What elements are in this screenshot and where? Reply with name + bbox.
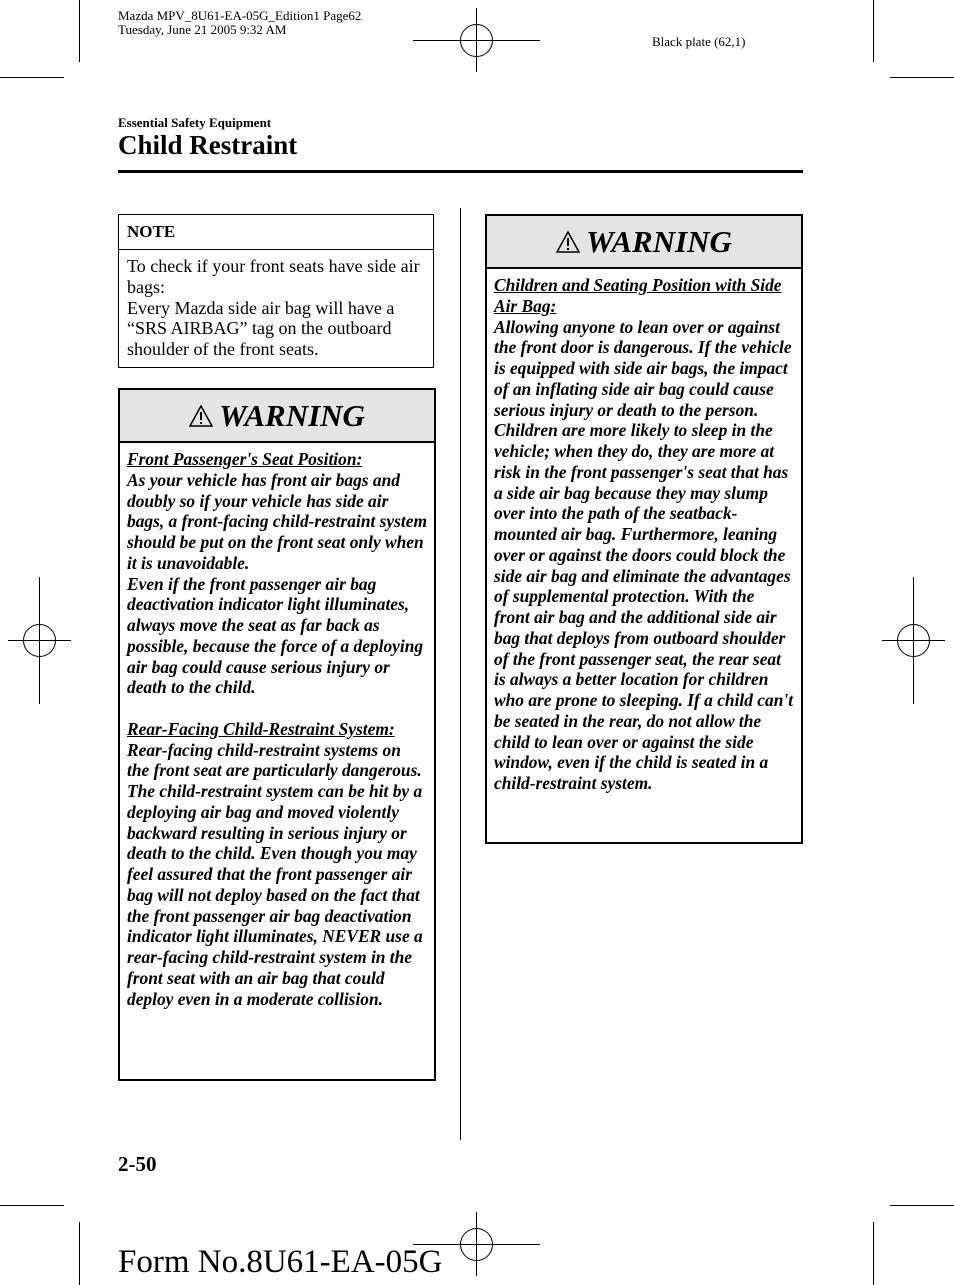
warning-body [487,269,801,800]
warning-header [487,216,801,269]
warning-body [120,443,434,1015]
doc-info-line-2: Tuesday, June 21 2005 9:32 AM [118,22,287,37]
warning-paragraph: Even if the front passenger air bag deactivation indicator light illuminates, always move the seat as far back as possible, because the force of a deploying air bag could cause serious injury or death to the child. [127,573,424,698]
doc-info-line-1: Mazda MPV_8U61-EA-05G_Edition1 Page62 [118,8,362,23]
warning-title: WARNING [219,397,365,433]
section-label: Essential Safety Equipment [118,115,272,130]
warning-paragraph: As your vehicle has front air bags and doubly so if your vehicle has side air bags, a front-facing child-restraint system should be put on the front seat only when it is unavoidable. [127,469,427,573]
note-box [118,214,434,368]
warning-subheading: Front Passenger's Seat Position: [127,449,363,469]
warning-box-right [485,214,803,844]
warning-header [120,390,434,443]
column-divider [460,208,461,1140]
note-line: Every Mazda side air bag will have a “SRS AIRBAG” tag on the outboard shoulder of the front seats. [127,297,395,360]
warning-title: WARNING [586,223,732,259]
plate-label: Black plate (62,1) [652,34,746,49]
warning-paragraph: Rear-facing child-restraint systems on the front seat are particularly dangerous. [127,739,422,781]
warning-subheading: Children and Seating Position with Side Air Bag: [494,275,782,316]
page-title: Child Restraint [118,130,298,160]
warning-subheading: Rear-Facing Child-Restraint System: [127,718,395,739]
warning-triangle-icon [556,231,580,253]
form-number: Form No.8U61-EA-05G [118,1244,443,1280]
warning-paragraph: Allowing anyone to lean over or against the front door is dangerous. If the vehicle is equipped with side air bags, the impact of an inflating side air bag could cause serious injury or death to the person. Children are more likely to sleep in the vehicle; when they do, they are more at risk in the front passenger's seat that has a side air bag because they may slump over into the path of the seatback-mounted air bag. Furthermore, leaning over or against the doors could block the side air bag and eliminate the advantages of supplemental protection. With the front air bag and the additional side air bag that deploys from outboard shoulder of the front passenger seat, the rear seat is always a better location for children who are prone to sleeping. If a child can't be seated in the rear, do not allow the child to lean over or against the side window, even if the child is seated in a child-restraint system. [494,316,794,793]
note-heading: NOTE [119,215,433,250]
title-rule [118,170,803,173]
page-number: 2-50 [118,1152,157,1176]
warning-paragraph: The child-restraint system can be hit by a deploying air bag and moved violently backward resulting in serious injury or death to the child. Even though you may feel assured that the front passenger air bag will not deploy based on the fact that the front passenger air bag deactivation indicator light illuminates, NEVER use a rear-facing child-restraint system in the front seat with an air bag that could deploy even in a moderate collision. [127,781,423,1009]
warning-triangle-icon [189,405,213,427]
note-body [119,250,433,366]
warning-box-left [118,388,436,1081]
note-line: To check if your front seats have side air bags: [127,256,420,297]
